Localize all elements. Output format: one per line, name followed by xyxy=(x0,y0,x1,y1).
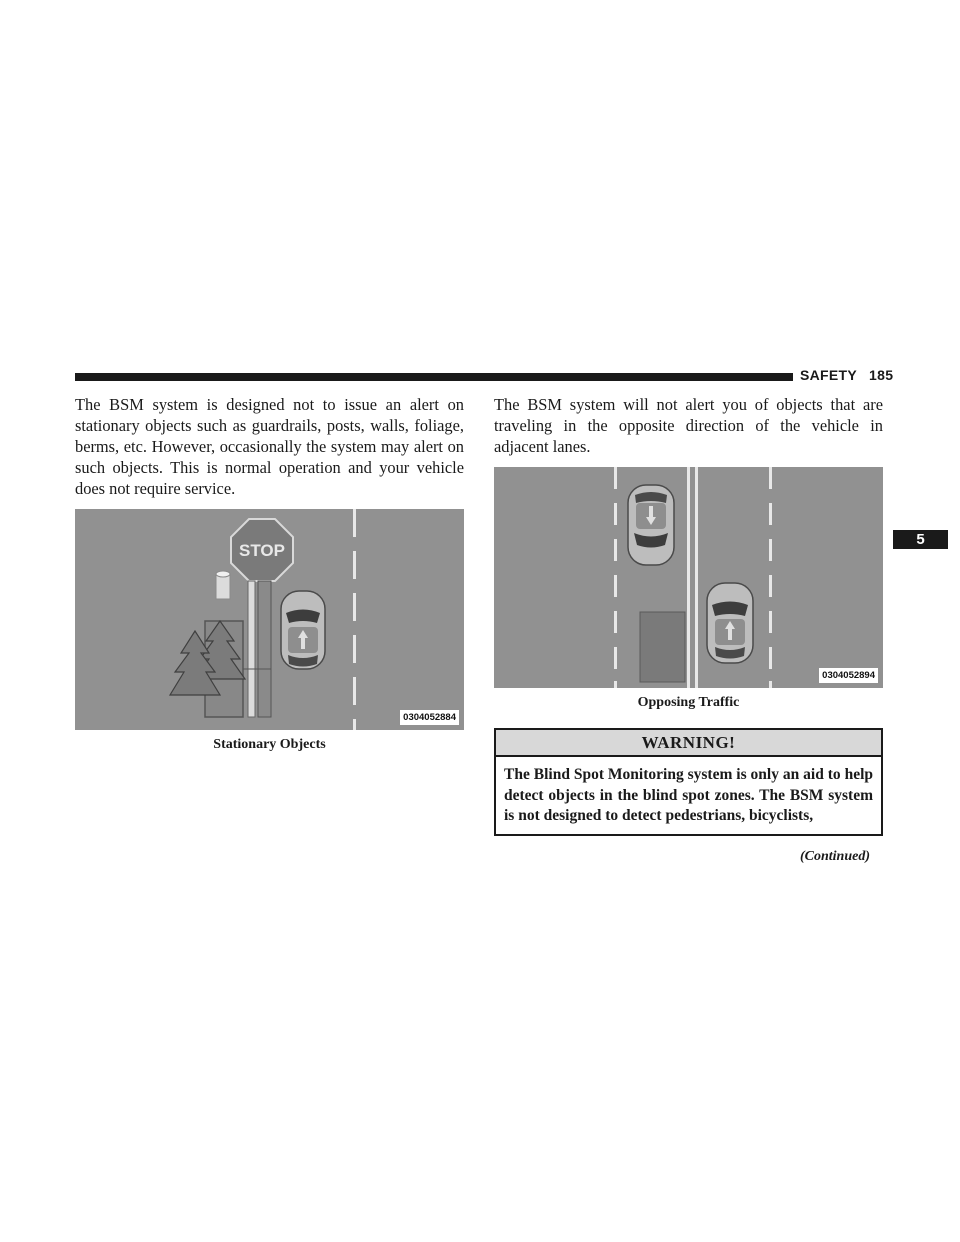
own-vehicle-icon xyxy=(707,583,753,663)
running-header xyxy=(800,367,893,383)
section-title: SAFETY xyxy=(800,367,858,383)
figure-caption: Stationary Objects xyxy=(213,737,326,752)
right-column xyxy=(494,394,883,865)
opposing-traffic-figure xyxy=(494,467,883,688)
page-number: 185 xyxy=(869,367,894,383)
figure-code: 0304052894 xyxy=(819,668,878,683)
chapter-tab: 5 xyxy=(893,530,948,549)
left-column xyxy=(75,394,464,753)
stationary-objects-paragraph: The BSM system is designed not to issue an alert on stationary objects such as guardrails, posts, walls, foliage, berms, etc. However, occasionally the system may alert on such objects. This is normal operation and your vehicle does not require service. xyxy=(75,395,464,498)
oncoming-vehicle-icon xyxy=(628,485,674,565)
stationary-objects-illustration xyxy=(75,509,464,730)
opposing-traffic-illustration xyxy=(494,467,883,688)
figure-code: 0304052884 xyxy=(400,710,459,725)
opposing-traffic-paragraph: The BSM system will not alert you of objects that are traveling in the opposite direction of the vehicle in adjacent lanes. xyxy=(494,395,883,456)
stop-sign-text: STOP xyxy=(239,541,285,560)
warning-body: The Blind Spot Monitoring system is only an aid to help detect objects in the blind spot zones. The BSM system is not designed to detect pedestrians, bicyclists, xyxy=(504,766,873,824)
header-rule xyxy=(75,373,793,381)
own-vehicle-icon xyxy=(281,591,325,669)
post-icon xyxy=(216,571,230,599)
stationary-objects-figure xyxy=(75,509,464,730)
figure-caption: Opposing Traffic xyxy=(637,695,740,710)
warning-box xyxy=(494,728,883,836)
warning-title: WARNING! xyxy=(496,730,881,757)
continued-note: (Continued) xyxy=(799,848,870,864)
